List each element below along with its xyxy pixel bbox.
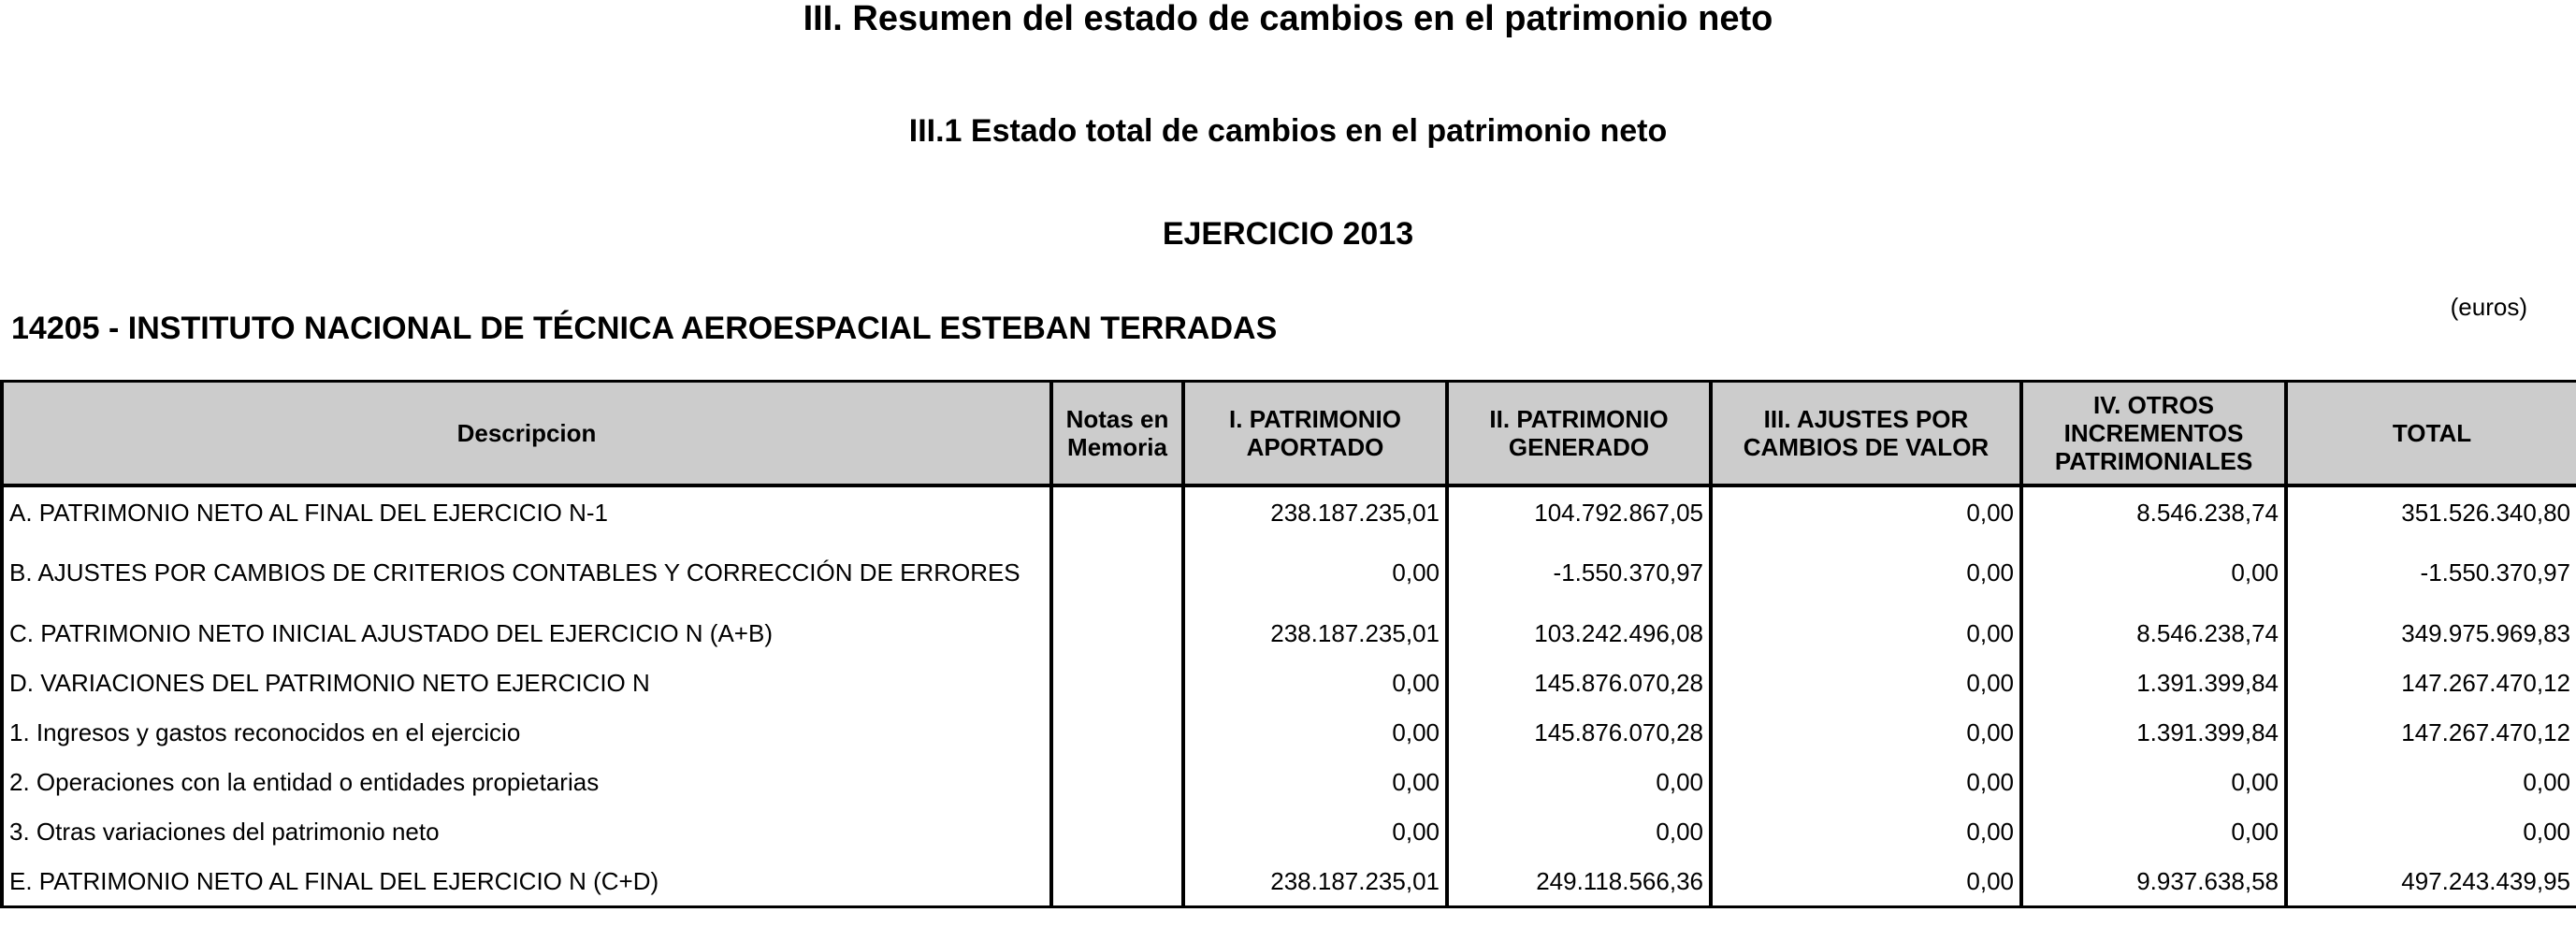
row-notes: [1051, 757, 1183, 806]
row-generado: 0,00: [1447, 757, 1711, 806]
table-row: [2, 856, 2576, 907]
row-generado: 145.876.070,28: [1447, 707, 1711, 757]
row-generado: 0,00: [1447, 806, 1711, 856]
row-generado: -1.550.370,97: [1447, 537, 1711, 608]
row-aportado: 0,00: [1183, 707, 1447, 757]
report-subtitle: III.1 Estado total de cambios en el patrimonio neto: [908, 113, 1668, 149]
row-otros: 1.391.399,84: [2021, 658, 2286, 707]
row-aportado: 238.187.235,01: [1183, 856, 1447, 907]
row-ajustes: 0,00: [1711, 707, 2021, 757]
row-aportado: 238.187.235,01: [1183, 608, 1447, 658]
row-notes: [1051, 707, 1183, 757]
row-ajustes: 0,00: [1711, 608, 2021, 658]
table-row: [2, 485, 2576, 537]
row-ajustes: 0,00: [1711, 856, 2021, 907]
fiscal-year: EJERCICIO 2013: [1162, 216, 1414, 252]
column-header-ajustes: III. AJUSTES POR CAMBIOS DE VALOR: [1711, 382, 2021, 486]
row-generado: 103.242.496,08: [1447, 608, 1711, 658]
row-total: 349.975.969,83: [2286, 608, 2576, 658]
row-otros: 1.391.399,84: [2021, 707, 2286, 757]
row-ajustes: 0,00: [1711, 658, 2021, 707]
row-total: 147.267.470,12: [2286, 707, 2576, 757]
row-aportado: 0,00: [1183, 757, 1447, 806]
row-generado: 249.118.566,36: [1447, 856, 1711, 907]
row-otros: 8.546.238,74: [2021, 608, 2286, 658]
table-header-row: [2, 382, 2576, 486]
column-header-otros: IV. OTROS INCREMENTOS PATRIMONIALES: [2021, 382, 2286, 486]
currency-units: (euros): [2450, 293, 2527, 321]
row-total: -1.550.370,97: [2286, 537, 2576, 608]
row-notes: [1051, 537, 1183, 608]
row-total: 147.267.470,12: [2286, 658, 2576, 707]
row-description: E. PATRIMONIO NETO AL FINAL DEL EJERCICIO N (C+D): [2, 856, 1051, 907]
row-total: 0,00: [2286, 806, 2576, 856]
row-description: C. PATRIMONIO NETO INICIAL AJUSTADO DEL EJERCICIO N (A+B): [2, 608, 1051, 658]
row-description: 1. Ingresos y gastos reconocidos en el ejercicio: [2, 707, 1051, 757]
table-row: [2, 658, 2576, 707]
entity-name: 14205 - INSTITUTO NACIONAL DE TÉCNICA AEROESPACIAL ESTEBAN TERRADAS: [11, 311, 1278, 346]
row-ajustes: 0,00: [1711, 537, 2021, 608]
row-total: 0,00: [2286, 757, 2576, 806]
row-otros: 0,00: [2021, 537, 2286, 608]
row-notes: [1051, 856, 1183, 907]
row-aportado: 238.187.235,01: [1183, 485, 1447, 537]
row-ajustes: 0,00: [1711, 806, 2021, 856]
row-ajustes: 0,00: [1711, 757, 2021, 806]
row-description: 3. Otras variaciones del patrimonio neto: [2, 806, 1051, 856]
row-description: B. AJUSTES POR CAMBIOS DE CRITERIOS CONTABLES Y CORRECCIÓN DE ERRORES: [2, 537, 1051, 608]
row-description: 2. Operaciones con la entidad o entidades propietarias: [2, 757, 1051, 806]
column-header-total: TOTAL: [2286, 382, 2576, 486]
table-row: [2, 757, 2576, 806]
table-row: [2, 707, 2576, 757]
row-aportado: 0,00: [1183, 806, 1447, 856]
table-row: [2, 608, 2576, 658]
equity-changes-table: [0, 380, 2576, 908]
row-otros: 8.546.238,74: [2021, 485, 2286, 537]
table-row: [2, 537, 2576, 608]
row-total: 351.526.340,80: [2286, 485, 2576, 537]
column-header-description: Descripcion: [2, 382, 1051, 486]
column-header-generado: II. PATRIMONIO GENERADO: [1447, 382, 1711, 486]
row-otros: 0,00: [2021, 806, 2286, 856]
row-otros: 0,00: [2021, 757, 2286, 806]
row-notes: [1051, 485, 1183, 537]
row-generado: 104.792.867,05: [1447, 485, 1711, 537]
row-aportado: 0,00: [1183, 537, 1447, 608]
row-notes: [1051, 806, 1183, 856]
row-notes: [1051, 658, 1183, 707]
column-header-notes: Notas en Memoria: [1051, 382, 1183, 486]
row-description: D. VARIACIONES DEL PATRIMONIO NETO EJERCICIO N: [2, 658, 1051, 707]
row-generado: 145.876.070,28: [1447, 658, 1711, 707]
row-total: 497.243.439,95: [2286, 856, 2576, 907]
table-row: [2, 806, 2576, 856]
row-otros: 9.937.638,58: [2021, 856, 2286, 907]
row-description: A. PATRIMONIO NETO AL FINAL DEL EJERCICIO N-1: [2, 485, 1051, 537]
report-title: III. Resumen del estado de cambios en el patrimonio neto: [803, 0, 1773, 38]
row-ajustes: 0,00: [1711, 485, 2021, 537]
row-aportado: 0,00: [1183, 658, 1447, 707]
column-header-aportado: I. PATRIMONIO APORTADO: [1183, 382, 1447, 486]
row-notes: [1051, 608, 1183, 658]
